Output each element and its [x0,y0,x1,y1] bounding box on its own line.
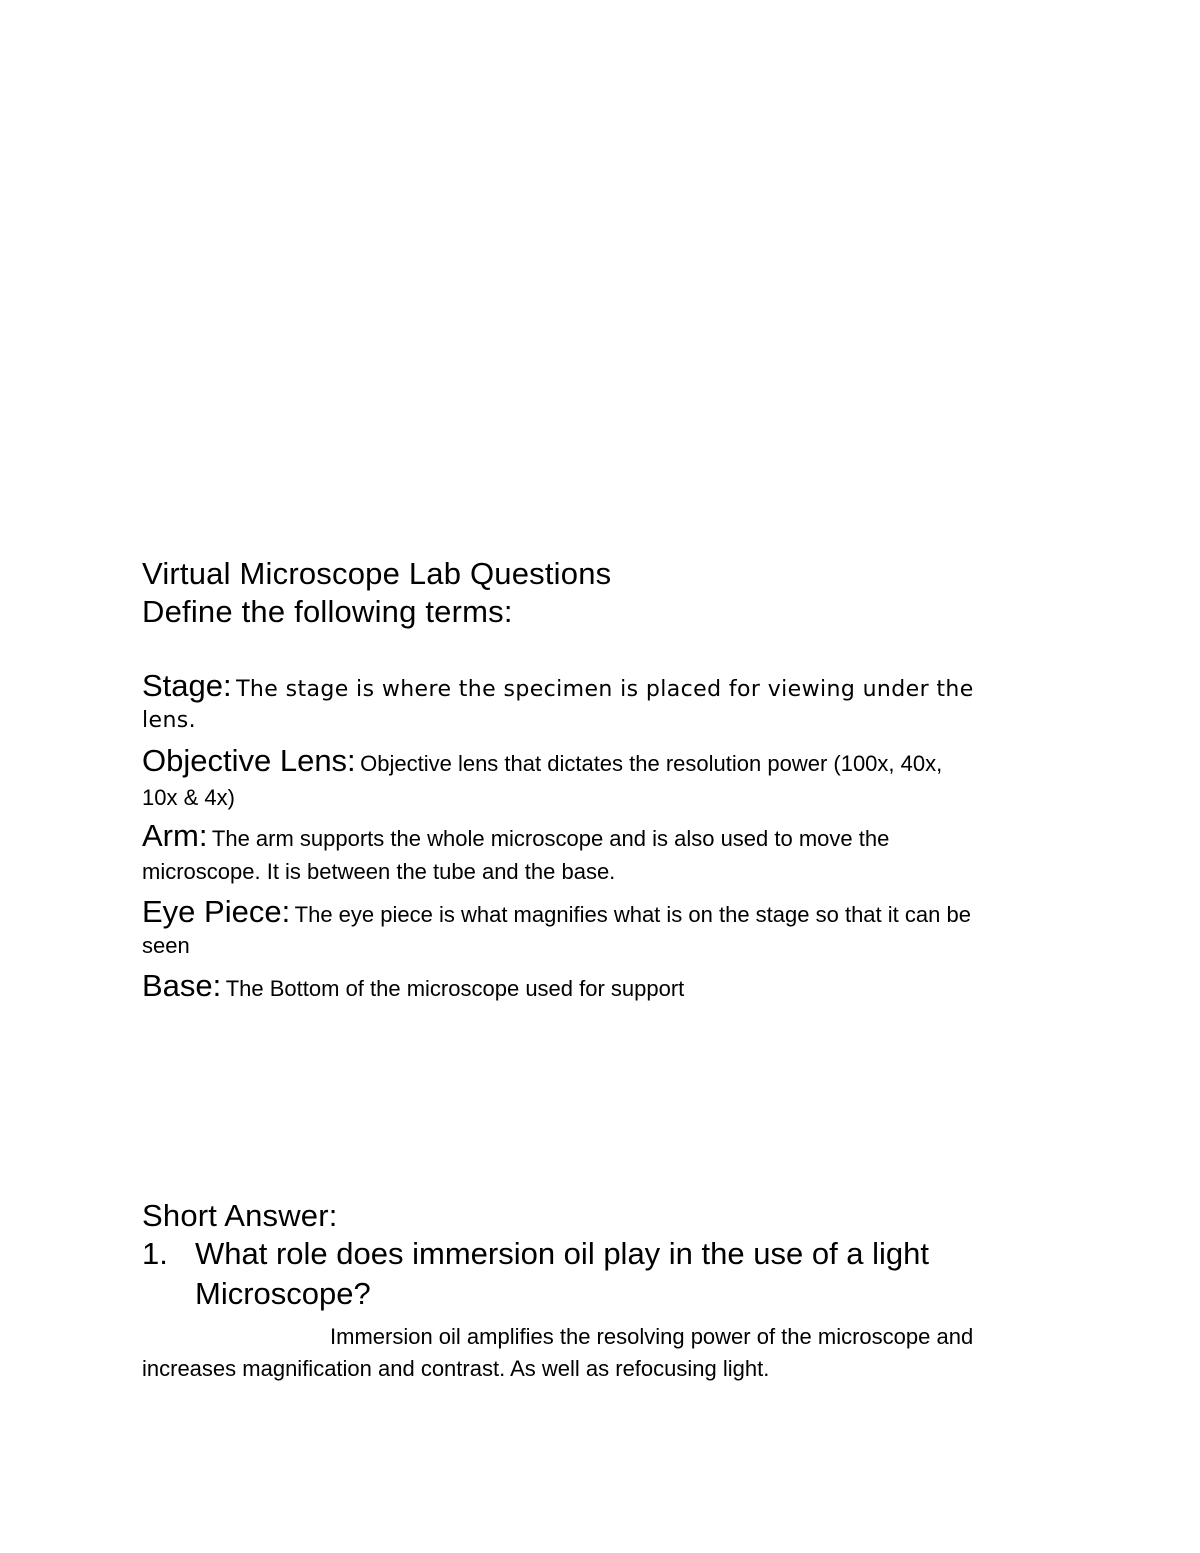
term-definition-continued: lens. [142,708,197,733]
term-label: Base: [142,968,222,1003]
term-objective-lens [142,743,1072,779]
term-definition: The eye piece is what magnifies what is on the stage so that it can be [294,902,971,927]
term-eye-piece [142,894,1072,930]
term-definition-continued: microscope. It is between the tube and the base. [142,859,616,884]
question-text-continued: Microscope? [195,1276,371,1311]
term-label: Objective Lens: [142,743,356,778]
instruction-text: Define the following terms: [142,594,513,629]
term-label: Eye Piece: [142,894,291,929]
term-base [142,968,1072,1004]
answer-text-continued: increases magnification and contrast. As well as refocusing light. [142,1356,770,1381]
question-text: What role does immersion oil play in the use of a light [195,1236,930,1271]
term-definition: The arm supports the whole microscope and is also used to move the [211,826,890,851]
short-answer-heading: Short Answer: [142,1198,338,1233]
term-definition-continued: 10x & 4x) [142,785,235,810]
term-stage [142,668,1072,704]
term-label: Stage: [142,668,232,703]
term-definition: The stage is where the specimen is placed for viewing under the [236,677,974,702]
answer-text: Immersion oil amplifies the resolving power of the microscope and [330,1324,974,1349]
term-definition-continued: seen [142,933,190,958]
term-arm [142,818,1072,854]
document-title: Virtual Microscope Lab Questions [142,556,612,591]
term-definition: The Bottom of the microscope used for support [225,976,685,1001]
question-number: 1. [142,1236,168,1271]
term-definition: Objective lens that dictates the resolution power (100x, 40x, [360,751,943,776]
term-label: Arm: [142,818,208,853]
